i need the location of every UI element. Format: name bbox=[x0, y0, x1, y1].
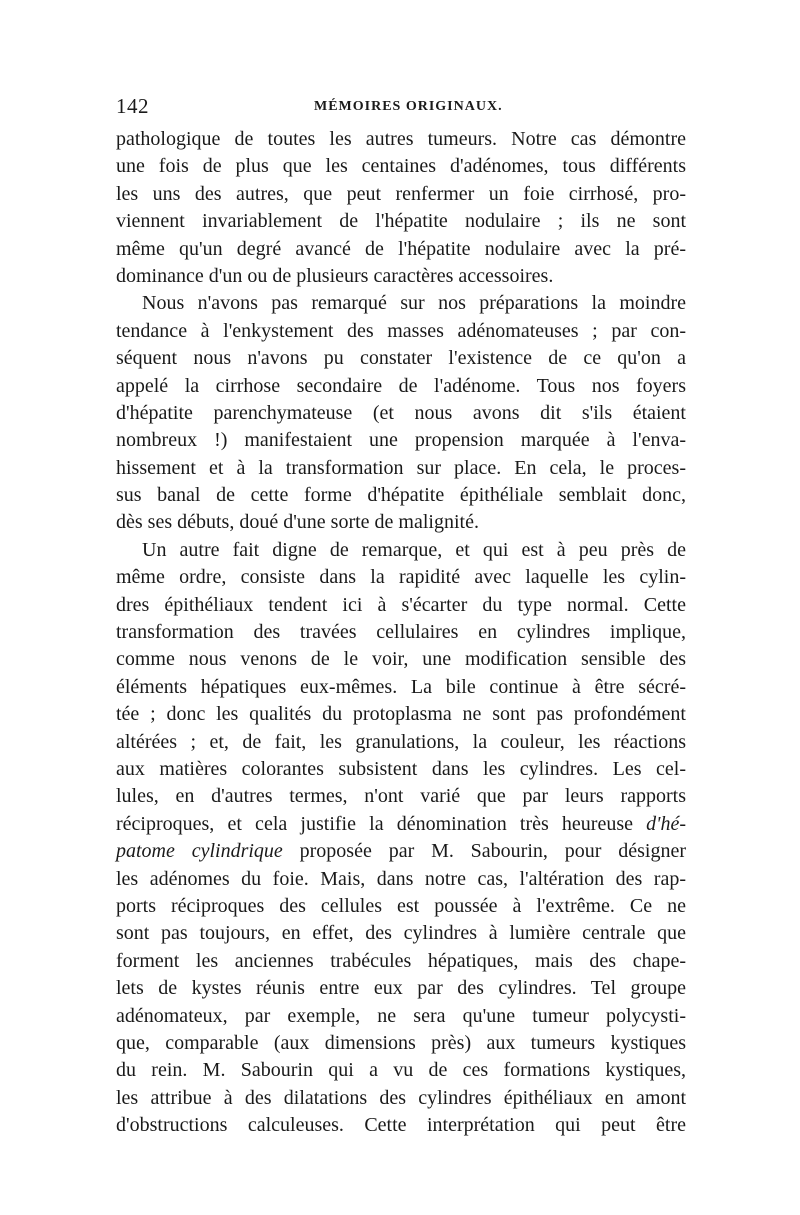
text-line: éléments hépatiques eux-mêmes. La bile continue à être sécré- bbox=[116, 675, 686, 698]
text-line: d'obstructions calculeuses. Cette interprétation qui peut être bbox=[116, 1114, 686, 1137]
text-line: Nous n'avons pas remarqué sur nos préparations la moindre bbox=[142, 292, 686, 315]
text-line: d'hépatite parenchymateuse (et nous avons dit s'ils étaient bbox=[116, 401, 686, 424]
text-line: tendance à l'enkystement des masses adénomateuses ; par con- bbox=[116, 319, 686, 342]
text-line: adénomateux, par exemple, ne sera qu'une tumeur polycysti- bbox=[116, 1004, 686, 1027]
text-line: lets de kystes réunis entre eux par des cylindres. Tel groupe bbox=[116, 977, 686, 1000]
text-line: même qu'un degré avancé de l'hépatite nodulaire avec la pré- bbox=[116, 237, 686, 260]
page-number: 142 bbox=[116, 94, 149, 118]
roman-fragment: réciproques, et cela justifie la dénomination très heureuse bbox=[116, 812, 647, 835]
text-line: aux matières colorantes subsistent dans les cylindres. Les cel- bbox=[116, 757, 686, 780]
text-line: dres épithéliaux tendent ici à s'écarter du type normal. Cette bbox=[116, 593, 686, 616]
running-head: MÉMOIRES ORIGINAUX. bbox=[314, 99, 503, 114]
text-line-with-italic bbox=[116, 811, 686, 838]
text-line: pathologique de toutes les autres tumeurs. Notre cas démontre bbox=[116, 128, 686, 150]
text-line: les attribue à des dilatations des cylindres épithéliaux en amont bbox=[116, 1086, 686, 1109]
text-line: même ordre, consiste dans la rapidité avec laquelle les cylin- bbox=[116, 566, 686, 589]
text-line: ports réciproques des cellules est poussée à l'extrême. Ce ne bbox=[116, 894, 686, 917]
text-line: que, comparable (aux dimensions près) aux tumeurs kystiques bbox=[116, 1031, 686, 1054]
text-line: transformation des travées cellulaires en cylindres implique, bbox=[116, 621, 686, 644]
italic-fragment: patome cylindrique bbox=[116, 840, 283, 863]
text-line: forment les anciennes trabécules hépatiques, mais des chape- bbox=[116, 949, 686, 972]
text-line-with-italic bbox=[116, 838, 686, 865]
text-line: hissement et à la transformation sur place. En cela, le proces- bbox=[116, 456, 686, 479]
roman-fragment: proposée par M. Sabourin, pour désigner bbox=[282, 840, 686, 863]
text-line: dominance d'un ou de plusieurs caractères accessoires. bbox=[116, 264, 554, 287]
italic-fragment: d'hé- bbox=[646, 812, 686, 835]
text-line: comme nous venons de le voir, une modification sensible des bbox=[116, 648, 686, 671]
text-line: sus banal de cette forme d'hépatite épithéliale semblait donc, bbox=[116, 484, 686, 507]
text-line: les adénomes du foie. Mais, dans notre cas, l'altération des rap- bbox=[116, 867, 686, 890]
text-line: une fois de plus que les centaines d'adénomes, tous différents bbox=[116, 155, 686, 178]
text-line: dès ses débuts, doué d'une sorte de malignité. bbox=[116, 511, 479, 534]
text-line: nombreux !) manifestaient une propension marquée à l'enva- bbox=[116, 429, 686, 452]
text-line: séquent nous n'avons pu constater l'existence de ce qu'on a bbox=[116, 347, 686, 370]
text-line: Un autre fait digne de remarque, et qui est à peu près de bbox=[142, 538, 686, 561]
page-header bbox=[116, 94, 686, 118]
body-text bbox=[116, 126, 686, 1139]
text-line: sont pas toujours, en effet, des cylindres à lumière centrale que bbox=[116, 922, 686, 945]
text-line: appelé la cirrhose secondaire de l'adénome. Tous nos foyers bbox=[116, 374, 686, 397]
text-line: les uns des autres, que peut renfermer un foie cirrhosé, pro- bbox=[116, 182, 686, 205]
text-line: viennent invariablement de l'hépatite nodulaire ; ils ne sont bbox=[116, 210, 686, 233]
text-line: lules, en d'autres termes, n'ont varié que par leurs rapports bbox=[116, 785, 686, 808]
text-line: du rein. M. Sabourin qui a vu de ces formations kystiques, bbox=[116, 1059, 686, 1082]
text-line: altérées ; et, de fait, les granulations, la couleur, les réactions bbox=[116, 730, 686, 753]
text-line: tée ; donc les qualités du protoplasma ne sont pas profondément bbox=[116, 703, 686, 726]
